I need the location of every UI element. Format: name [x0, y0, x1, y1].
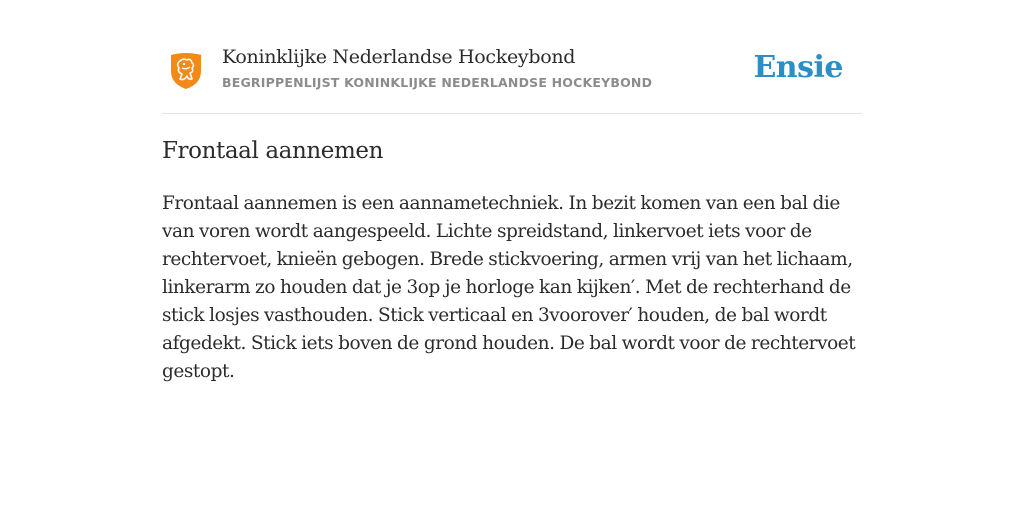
org-subtitle: BEGRIPPENLIJST KONINKLIJKE NEDERLANDSE HOCKEYBOND [222, 75, 653, 90]
term-title: Frontaal aannemen [162, 138, 384, 164]
org-title[interactable]: Koninklijke Nederlandse Hockeybond [222, 46, 576, 68]
header [162, 40, 862, 114]
term-definition: Frontaal aannemen is een aannametechniek. In bezit komen van een bal die van voren wordt aangespeeld. Lichte spreidstand, linkervoet iets voor de rechtervoet, knieën gebogen. Brede stickvoering, armen vrij van het lichaam, linkerarm zo houden dat je 3op je horloge kan kijken′. Met de rechterhand de stick losjes vasthouden. Stick verticaal en 3voorover′ houden, de bal wordt afgedekt. Stick iets boven de grond houden. De bal wordt voor de rechtervoet gestopt. [162, 193, 856, 382]
ensie-logo-link[interactable]: Ensie [753, 50, 843, 85]
knhb-lion-shield-icon[interactable] [168, 52, 204, 90]
